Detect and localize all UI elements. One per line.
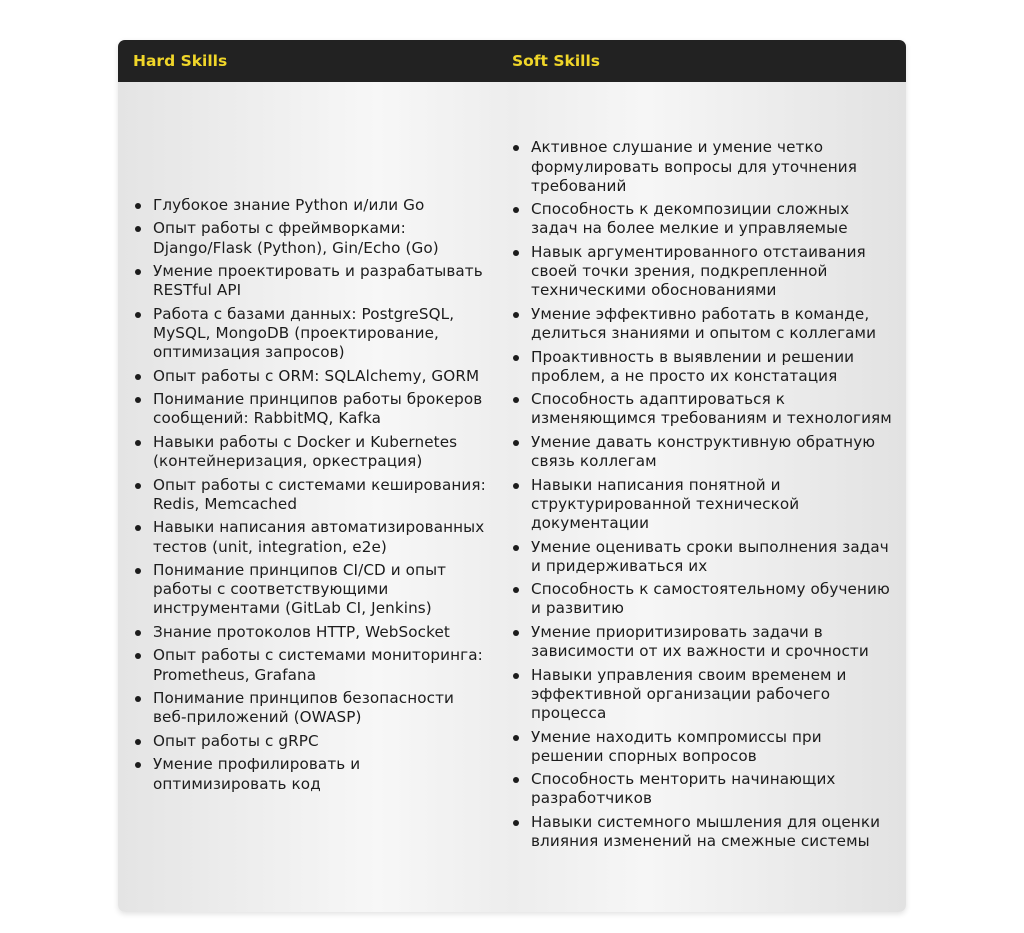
bullet-icon <box>513 355 519 361</box>
soft-skill-text: Умение эффективно работать в команде, делиться знаниями и опытом с коллегами <box>531 304 877 343</box>
skills-table <box>118 40 906 912</box>
soft-skill-item <box>497 538 906 576</box>
soft-skill-text: Навыки управления своим временем и эффективной организации рабочего процесса <box>531 665 847 723</box>
soft-skill-text: Способность менторить начинающих разработчиков <box>531 770 836 808</box>
hard-skill-text: Понимание принципов CI/CD и опыт работы с соответствующими инструментами (GitLab CI, Jenkins) <box>153 561 447 618</box>
soft-skill-text: Проактивность в выявлении и решении проблем, а не просто их констатация <box>531 347 855 385</box>
hard-skill-item <box>118 755 497 793</box>
soft-skill-text: Навык аргументированного отстаивания своей точки зрения, подкрепленной техническими обоснованиями <box>531 242 866 300</box>
soft-skill-item <box>497 243 906 301</box>
soft-skill-text: Способность к самостоятельному обучению и развитию <box>531 580 890 618</box>
bullet-icon <box>135 653 141 659</box>
hard-skill-text: Умение проектировать и разрабатывать RESTful API <box>153 262 483 300</box>
bullet-icon <box>513 630 519 636</box>
hard-skill-text: Глубокое знание Python и/или Go <box>153 195 425 214</box>
hard-skill-item <box>118 390 497 428</box>
hard-skill-item <box>118 262 497 300</box>
table-header <box>118 40 906 82</box>
soft-skill-text: Умение оценивать сроки выполнения задач и придерживаться их <box>531 537 889 575</box>
soft-skills-cell <box>497 82 906 912</box>
hard-skill-item <box>118 518 497 556</box>
hard-skill-item <box>118 196 497 215</box>
bullet-icon <box>513 777 519 783</box>
bullet-icon <box>135 696 141 702</box>
soft-skill-item <box>497 348 906 386</box>
bullet-icon <box>135 269 141 275</box>
hard-skill-text: Опыт работы с ORM: SQLAlchemy, GORM <box>153 366 480 385</box>
hard-skill-item <box>118 367 497 386</box>
soft-skill-text: Умение давать конструктивную обратную связь коллегам <box>531 432 876 471</box>
bullet-icon <box>513 735 519 741</box>
bullet-icon <box>513 312 519 318</box>
hard-skill-text: Опыт работы с gRPC <box>153 731 319 750</box>
bullet-icon <box>135 374 141 380</box>
bullet-icon <box>513 587 519 593</box>
hard-skill-text: Понимание принципов работы брокеров сообщений: RabbitMQ, Kafka <box>153 390 483 428</box>
bullet-icon <box>513 397 519 403</box>
bullet-icon <box>135 440 141 446</box>
soft-skill-item <box>497 770 906 808</box>
soft-skill-item <box>497 728 906 766</box>
bullet-icon <box>135 568 141 574</box>
soft-skill-text: Умение находить компромиссы при решении спорных вопросов <box>531 727 822 765</box>
header-hard-skills: Hard Skills <box>133 52 228 70</box>
bullet-icon <box>135 762 141 768</box>
soft-skill-text: Способность адаптироваться к изменяющимся требованиям и технологиям <box>531 390 892 428</box>
soft-skill-item <box>497 623 906 661</box>
hard-skill-text: Навыки работы с Docker и Kubernetes (контейнеризация, оркестрация) <box>153 432 458 471</box>
hard-skill-item <box>118 689 497 727</box>
soft-skills-list <box>497 138 906 855</box>
bullet-icon <box>513 483 519 489</box>
soft-skill-text: Активное слушание и умение четко формулировать вопросы для уточнения требований <box>531 138 858 195</box>
soft-skill-item <box>497 390 906 428</box>
soft-skill-item <box>497 305 906 343</box>
hard-skill-text: Навыки написания автоматизированных тестов (unit, integration, e2e) <box>153 518 485 556</box>
soft-skill-item <box>497 813 906 851</box>
hard-skill-text: Понимание принципов безопасности веб-приложений (OWASP) <box>153 689 454 727</box>
hard-skills-cell <box>118 82 497 912</box>
hard-skill-item <box>118 305 497 363</box>
soft-skill-text: Навыки системного мышления для оценки влияния изменений на смежные системы <box>531 812 881 851</box>
bullet-icon <box>135 397 141 403</box>
bullet-icon <box>513 545 519 551</box>
bullet-icon <box>135 312 141 318</box>
bullet-icon <box>513 250 519 256</box>
bullet-icon <box>135 483 141 489</box>
hard-skill-text: Знание протоколов HTTP, WebSocket <box>153 622 450 641</box>
hard-skill-item <box>118 646 497 684</box>
hard-skill-text: Умение профилировать и оптимизировать код <box>153 755 361 793</box>
bullet-icon <box>135 203 141 209</box>
header-soft-skills: Soft Skills <box>512 52 600 70</box>
soft-skill-item <box>497 580 906 618</box>
hard-skill-item <box>118 623 497 642</box>
bullet-icon <box>135 226 141 232</box>
hard-skills-list <box>118 196 497 798</box>
bullet-icon <box>135 525 141 531</box>
soft-skill-item <box>497 666 906 724</box>
soft-skill-text: Способность к декомпозиции сложных задач на более мелкие и управляемые <box>531 200 850 238</box>
soft-skill-text: Навыки написания понятной и структурированной технической документации <box>531 475 800 533</box>
bullet-icon <box>135 739 141 745</box>
hard-skill-item <box>118 433 497 471</box>
hard-skill-item <box>118 476 497 514</box>
hard-skill-item <box>118 219 497 257</box>
hard-skill-text: Опыт работы с фреймворками: Django/Flask (Python), Gin/Echo (Go) <box>153 219 439 257</box>
hard-skill-item <box>118 732 497 751</box>
hard-skill-text: Опыт работы с системами кеширования: Redis, Memcached <box>153 475 486 513</box>
soft-skill-item <box>497 433 906 471</box>
bullet-icon <box>513 440 519 446</box>
hard-skill-item <box>118 561 497 619</box>
soft-skill-text: Умение приоритизировать задачи в зависимости от их важности и срочности <box>531 622 869 661</box>
table-body <box>118 82 906 912</box>
bullet-icon <box>513 207 519 213</box>
bullet-icon <box>135 630 141 636</box>
bullet-icon <box>513 673 519 679</box>
hard-skill-text: Опыт работы с системами мониторинга: Prometheus, Grafana <box>153 646 483 684</box>
soft-skill-item <box>497 138 906 196</box>
hard-skill-text: Работа с базами данных: PostgreSQL, MySQL, MongoDB (проектирование, оптимизация запросов) <box>153 304 455 362</box>
soft-skill-item <box>497 476 906 534</box>
bullet-icon <box>513 820 519 826</box>
bullet-icon <box>513 145 519 151</box>
soft-skill-item <box>497 200 906 238</box>
